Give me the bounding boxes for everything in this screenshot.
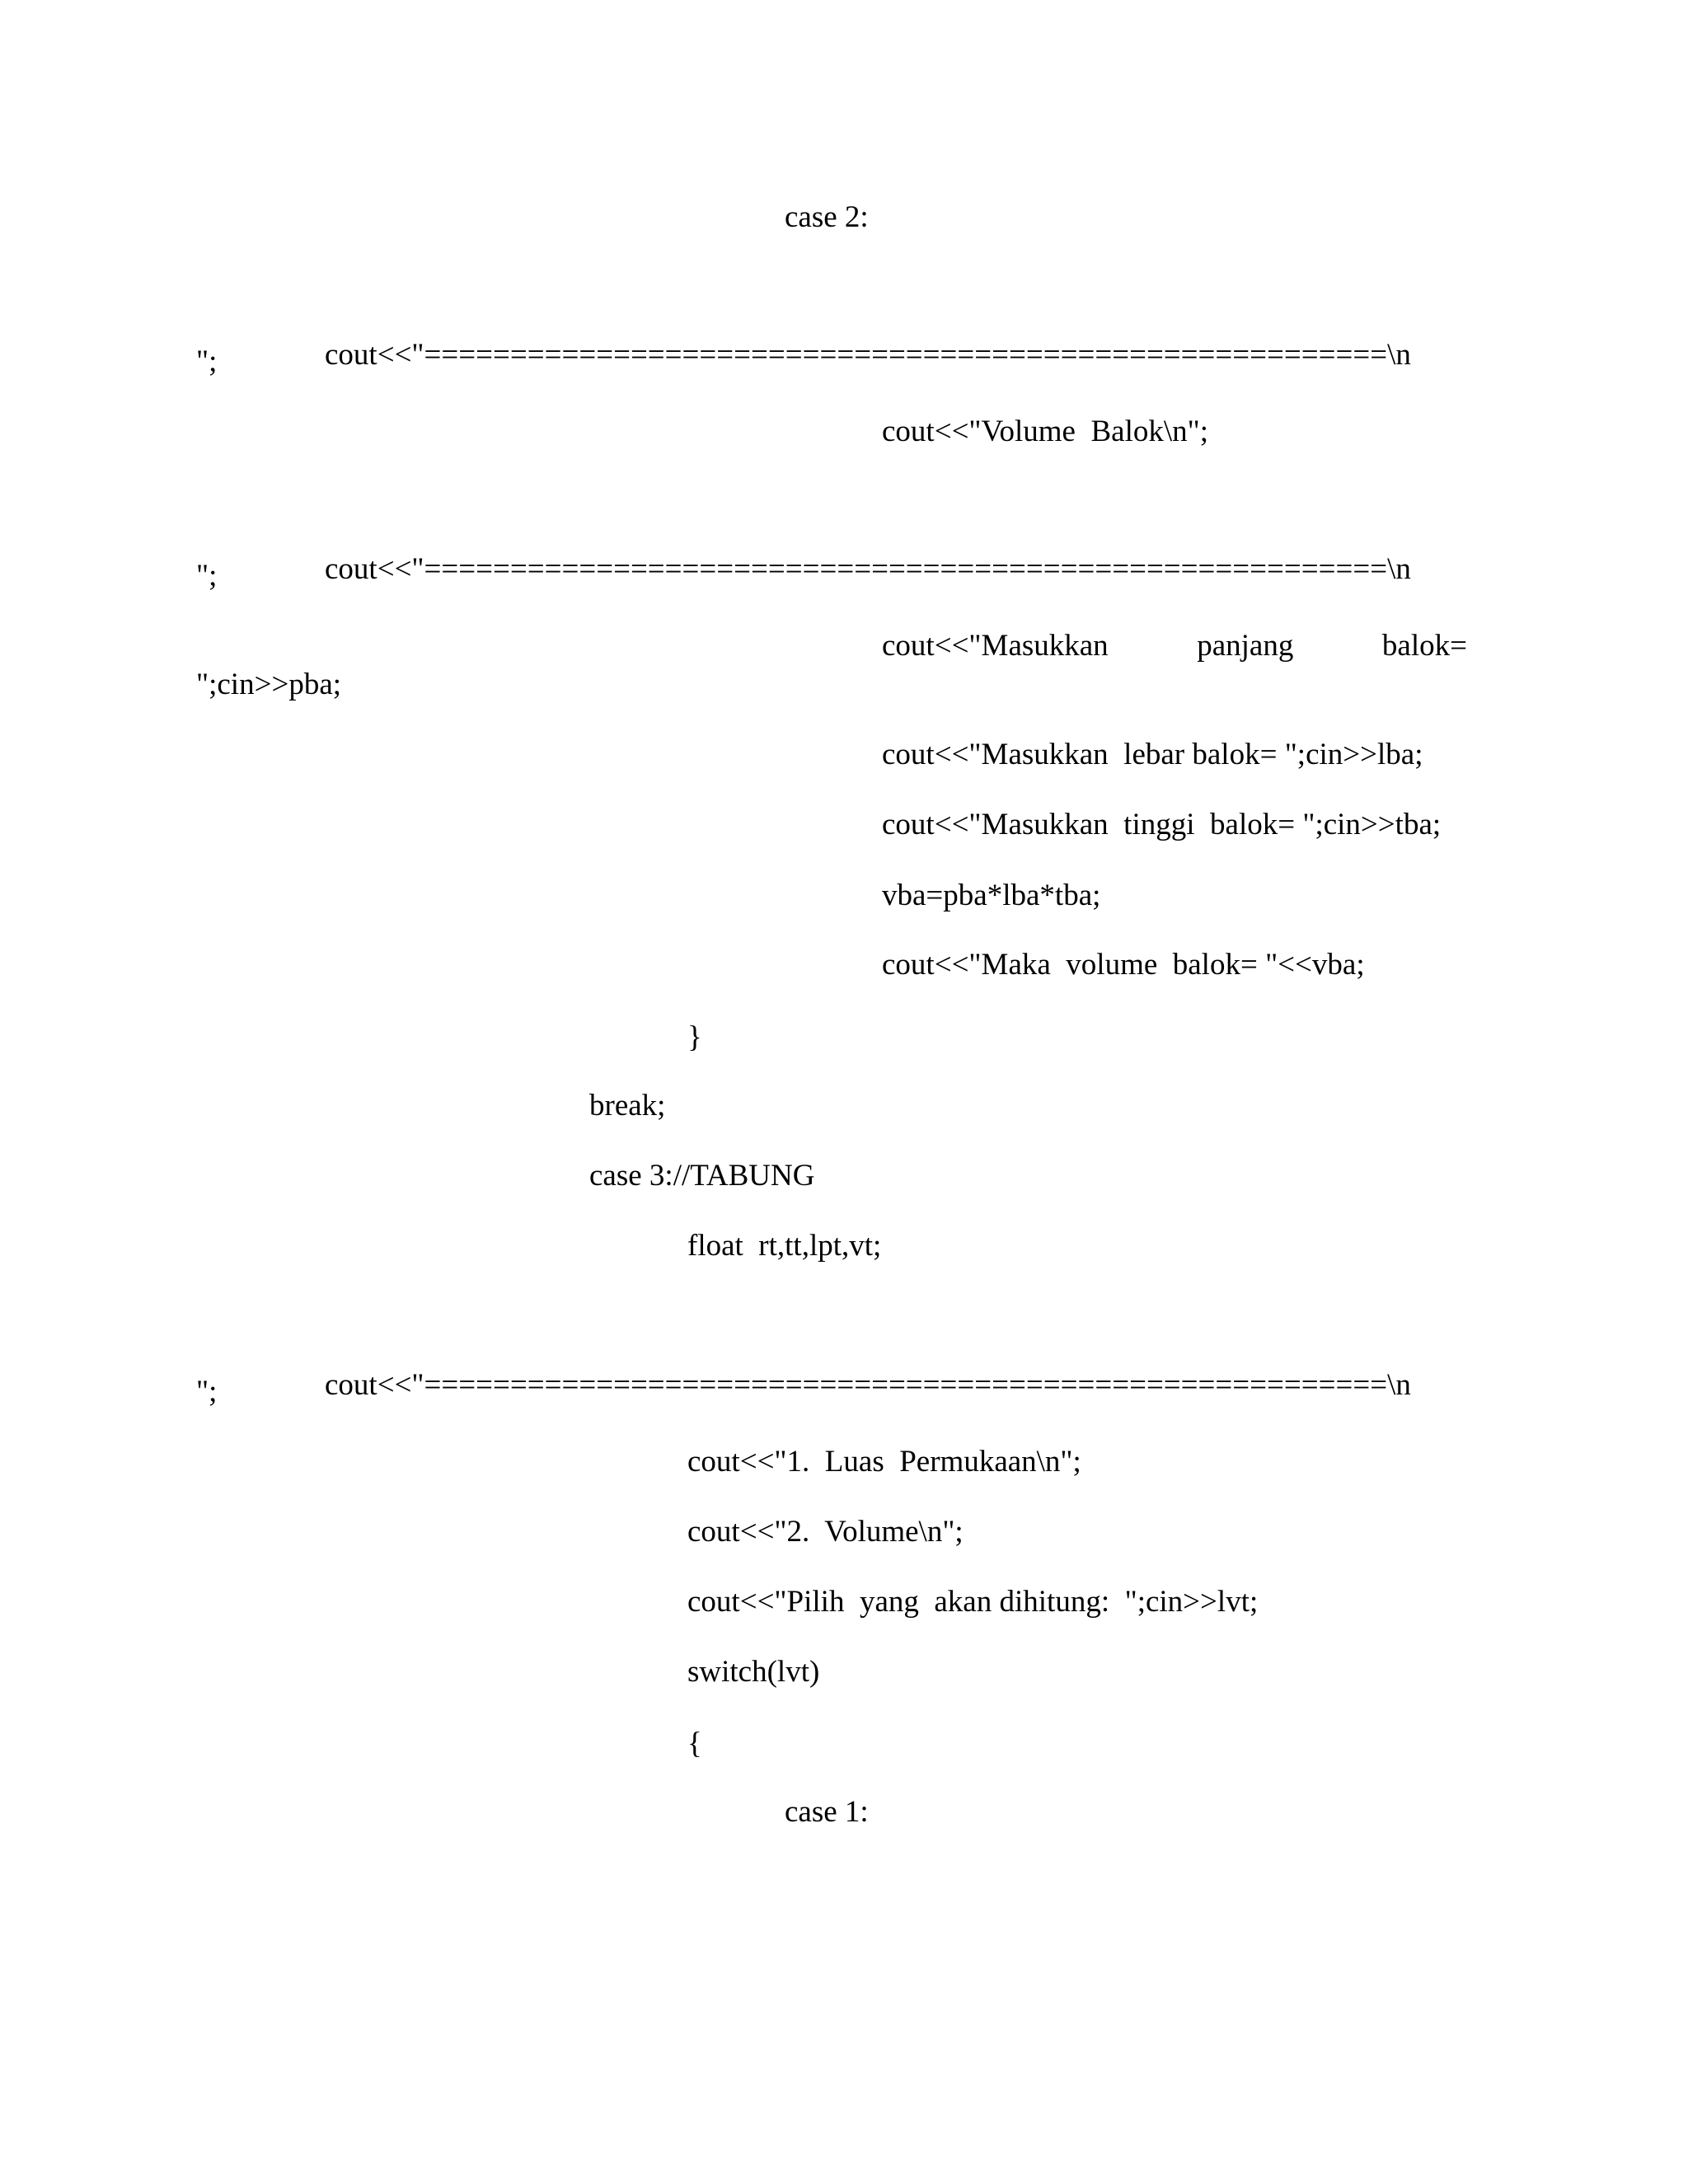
code-line-volume-balok: cout<<"Volume Balok\n"; — [882, 415, 1209, 448]
code-line-break: break; — [589, 1089, 666, 1122]
code-line-case1: case 1: — [785, 1795, 869, 1829]
code-line-separator-2 — [294, 523, 1448, 615]
code-line-pilih: cout<<"Pilih yang akan dihitung: ";cin>>lvt; — [687, 1585, 1259, 1619]
code-line-case2: case 2: — [785, 200, 869, 234]
code-line-separator-1-tail: "; — [196, 344, 218, 378]
code-line-luas-permukaan: cout<<"1. Luas Permukaan\n"; — [687, 1445, 1081, 1479]
separator-text: cout<<"========================================================\n — [325, 338, 1411, 372]
code-line-separator-2-tail: "; — [196, 559, 218, 593]
code-line-masukkan-tinggi: cout<<"Masukkan tinggi balok= ";cin>>tba; — [882, 808, 1442, 841]
code-line-switch: switch(lvt) — [687, 1655, 820, 1689]
separator-text: cout<<"========================================================\n — [325, 1368, 1411, 1402]
code-line-separator-1 — [294, 309, 1448, 401]
code-line-separator-3-tail: "; — [196, 1375, 218, 1408]
code-line-masukkan-panjang-tail: ";cin>>pba; — [196, 668, 342, 701]
code-line-separator-3 — [294, 1339, 1448, 1431]
code-line-volume-option: cout<<"2. Volume\n"; — [687, 1515, 964, 1549]
word: panjang — [1197, 629, 1294, 663]
word: balok= — [1381, 629, 1467, 663]
code-line-close-brace: } — [687, 1020, 702, 1054]
code-line-masukkan-lebar: cout<<"Masukkan lebar balok= ";cin>>lba; — [882, 738, 1423, 771]
code-line-float-decl: float rt,tt,lpt,vt; — [687, 1229, 882, 1263]
code-line-maka-volume: cout<<"Maka volume balok= "<<vba; — [882, 948, 1365, 982]
code-line-open-brace: { — [687, 1727, 702, 1760]
code-line-masukkan-panjang — [882, 630, 1467, 661]
separator-text: cout<<"========================================================\n — [325, 552, 1411, 586]
code-line-vba-calc: vba=pba*lba*tba; — [882, 879, 1101, 912]
code-line-case3: case 3://TABUNG — [589, 1159, 815, 1193]
word: cout<<"Masukkan — [882, 629, 1109, 663]
